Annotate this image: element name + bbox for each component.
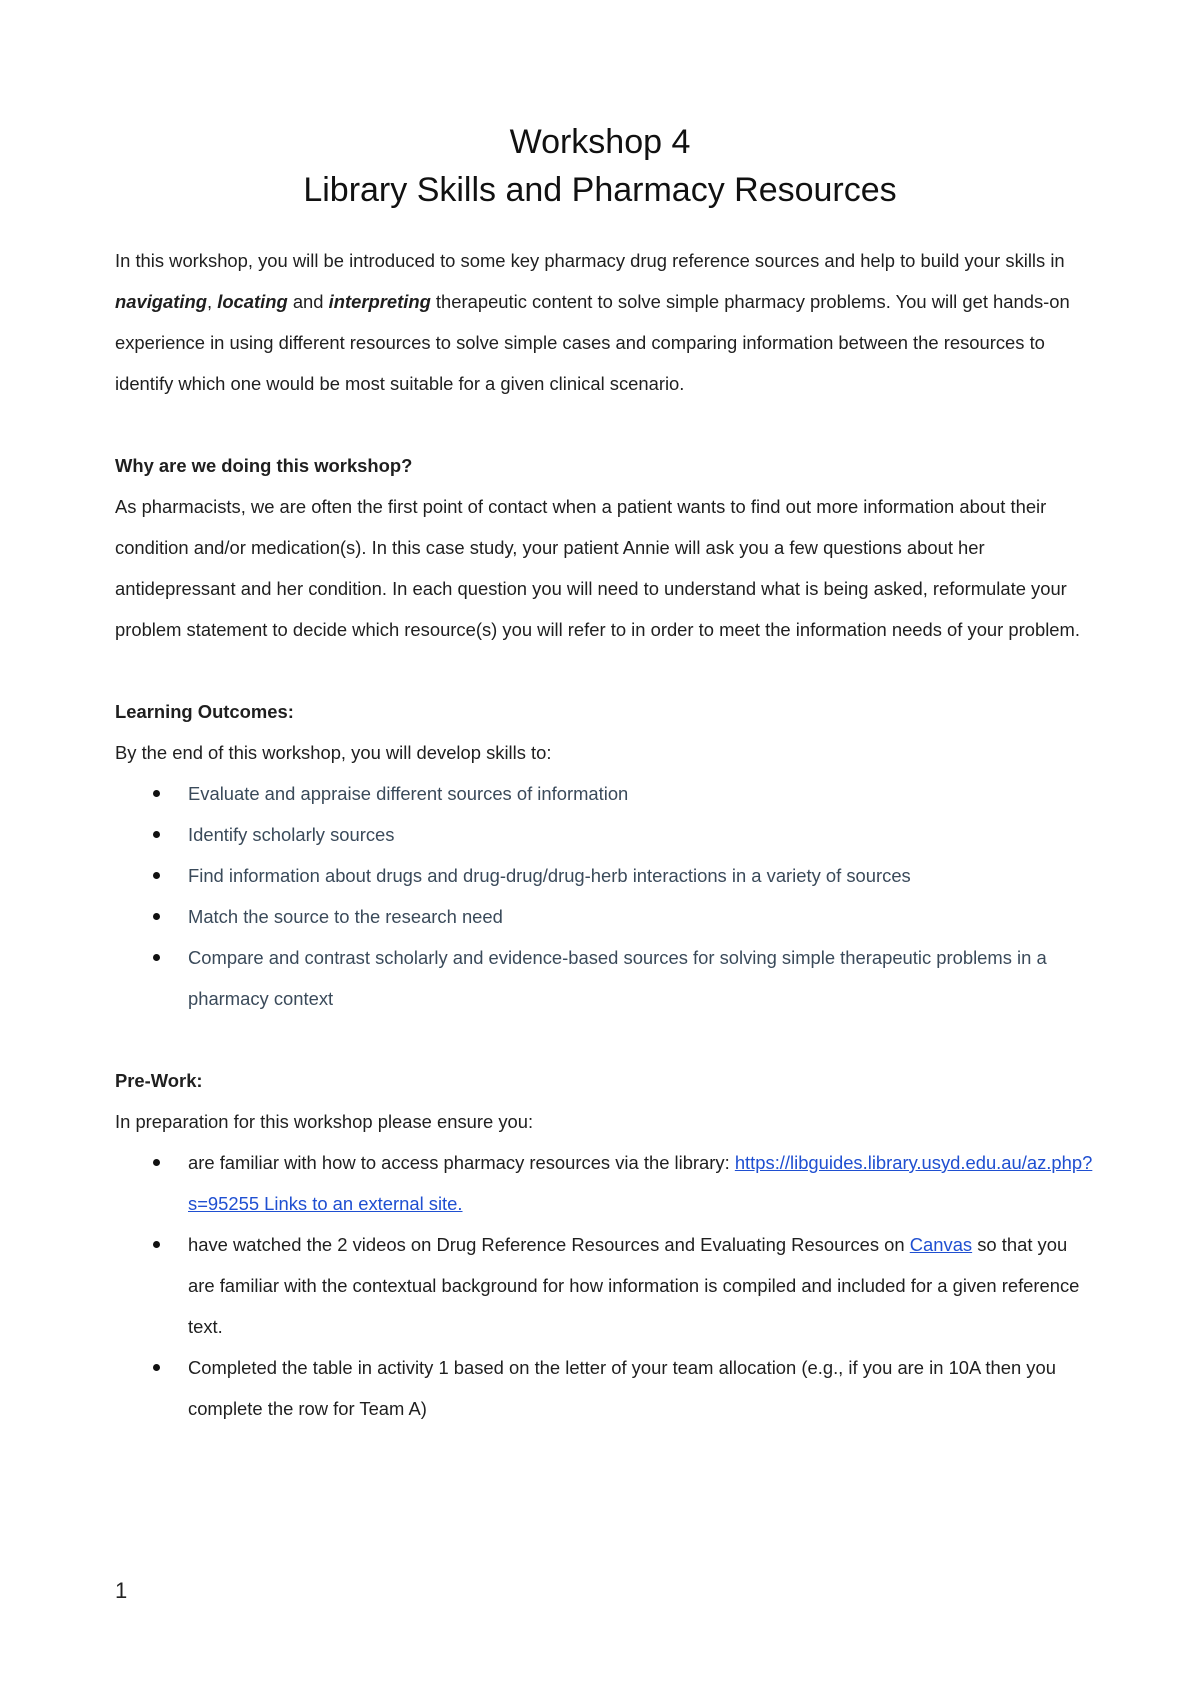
bullet-icon	[153, 913, 160, 920]
outcome-text: Match the source to the research need	[188, 906, 503, 927]
outcome-text: Evaluate and appraise different sources of information	[188, 783, 629, 804]
spacer	[115, 404, 1095, 445]
list-item	[115, 896, 1095, 937]
spacer	[115, 650, 1095, 691]
emphasis-navigating: navigating	[115, 291, 207, 312]
spacer	[115, 1019, 1095, 1060]
workshop-subtitle: Library Skills and Pharmacy Resources	[303, 171, 897, 209]
bullet-icon	[153, 1241, 160, 1248]
bullet-icon	[153, 790, 160, 797]
list-item	[115, 814, 1095, 855]
document-body	[115, 240, 1095, 1429]
emphasis-interpreting: interpreting	[328, 291, 431, 312]
page-number: 1	[115, 1578, 128, 1603]
intro-sep-1: ,	[206, 291, 218, 312]
title-block	[0, 118, 1200, 214]
bullet-icon	[153, 831, 160, 838]
bullet-icon	[153, 1364, 160, 1371]
canvas-link[interactable]: Canvas	[909, 1234, 973, 1255]
intro-text-2: therapeutic content to solve simple pharmacy problems. You will get hands-on experience in using different resources to solve simple cases and comparing information between the resources to identify which one would be most suitable for a given clinical scenario.	[115, 291, 1070, 394]
outcome-text: Compare and contrast scholarly and evidence-based sources for solving simple therapeutic problems in a pharmacy context	[188, 947, 1047, 1009]
prework-heading: Pre-Work:	[115, 1070, 203, 1091]
outcomes-intro: By the end of this workshop, you will develop skills to:	[115, 742, 552, 763]
outcome-text: Find information about drugs and drug-drug/drug-herb interactions in a variety of sources	[188, 865, 911, 886]
outcome-text: Identify scholarly sources	[188, 824, 395, 845]
bullet-icon	[153, 872, 160, 879]
outcomes-list	[115, 773, 1095, 1019]
intro-sep-2: and	[287, 291, 329, 312]
bullet-icon	[153, 1159, 160, 1166]
prework-list	[115, 1142, 1095, 1429]
prework-intro: In preparation for this workshop please ensure you:	[115, 1111, 534, 1132]
workshop-title: Workshop 4	[509, 123, 691, 161]
prework-item-text: have watched the 2 videos on Drug Reference Resources and Evaluating Resources on	[188, 1234, 910, 1255]
prework-item-text: so that you are familiar with the contextual background for how information is compiled and included for a given reference text.	[188, 1234, 1080, 1337]
list-item	[115, 855, 1095, 896]
why-heading: Why are we doing this workshop?	[115, 455, 413, 476]
intro-text-1: In this workshop, you will be introduced to some key pharmacy drug reference sources and help to build your skills in	[115, 250, 1065, 271]
prework-item-text: Completed the table in activity 1 based on the letter of your team allocation (e.g., if you are in 10A then you complete the row for Team A)	[188, 1357, 1056, 1419]
list-item	[115, 1347, 1095, 1429]
emphasis-locating: locating	[217, 291, 288, 312]
outcomes-heading: Learning Outcomes:	[115, 701, 294, 722]
list-item	[115, 773, 1095, 814]
list-item	[115, 1142, 1095, 1224]
why-paragraph: As pharmacists, we are often the first point of contact when a patient wants to find out more information about their condition and/or medication(s). In this case study, your patient Annie will ask you a few questions about her antidepressant and her condition. In each question you will need to understand what is being asked, reformulate your problem statement to decide which resource(s) you will refer to in order to meet the information needs of your problem.	[115, 496, 1080, 640]
list-item	[115, 1224, 1095, 1347]
intro-paragraph	[115, 240, 1095, 404]
list-item	[115, 937, 1095, 1019]
bullet-icon	[153, 954, 160, 961]
prework-item-text: are familiar with how to access pharmacy resources via the library:	[188, 1152, 735, 1173]
libguides-link[interactable]: https://libguides.library.usyd.edu.au/az.php?s=95255 Links to an external site.	[188, 1152, 1093, 1214]
